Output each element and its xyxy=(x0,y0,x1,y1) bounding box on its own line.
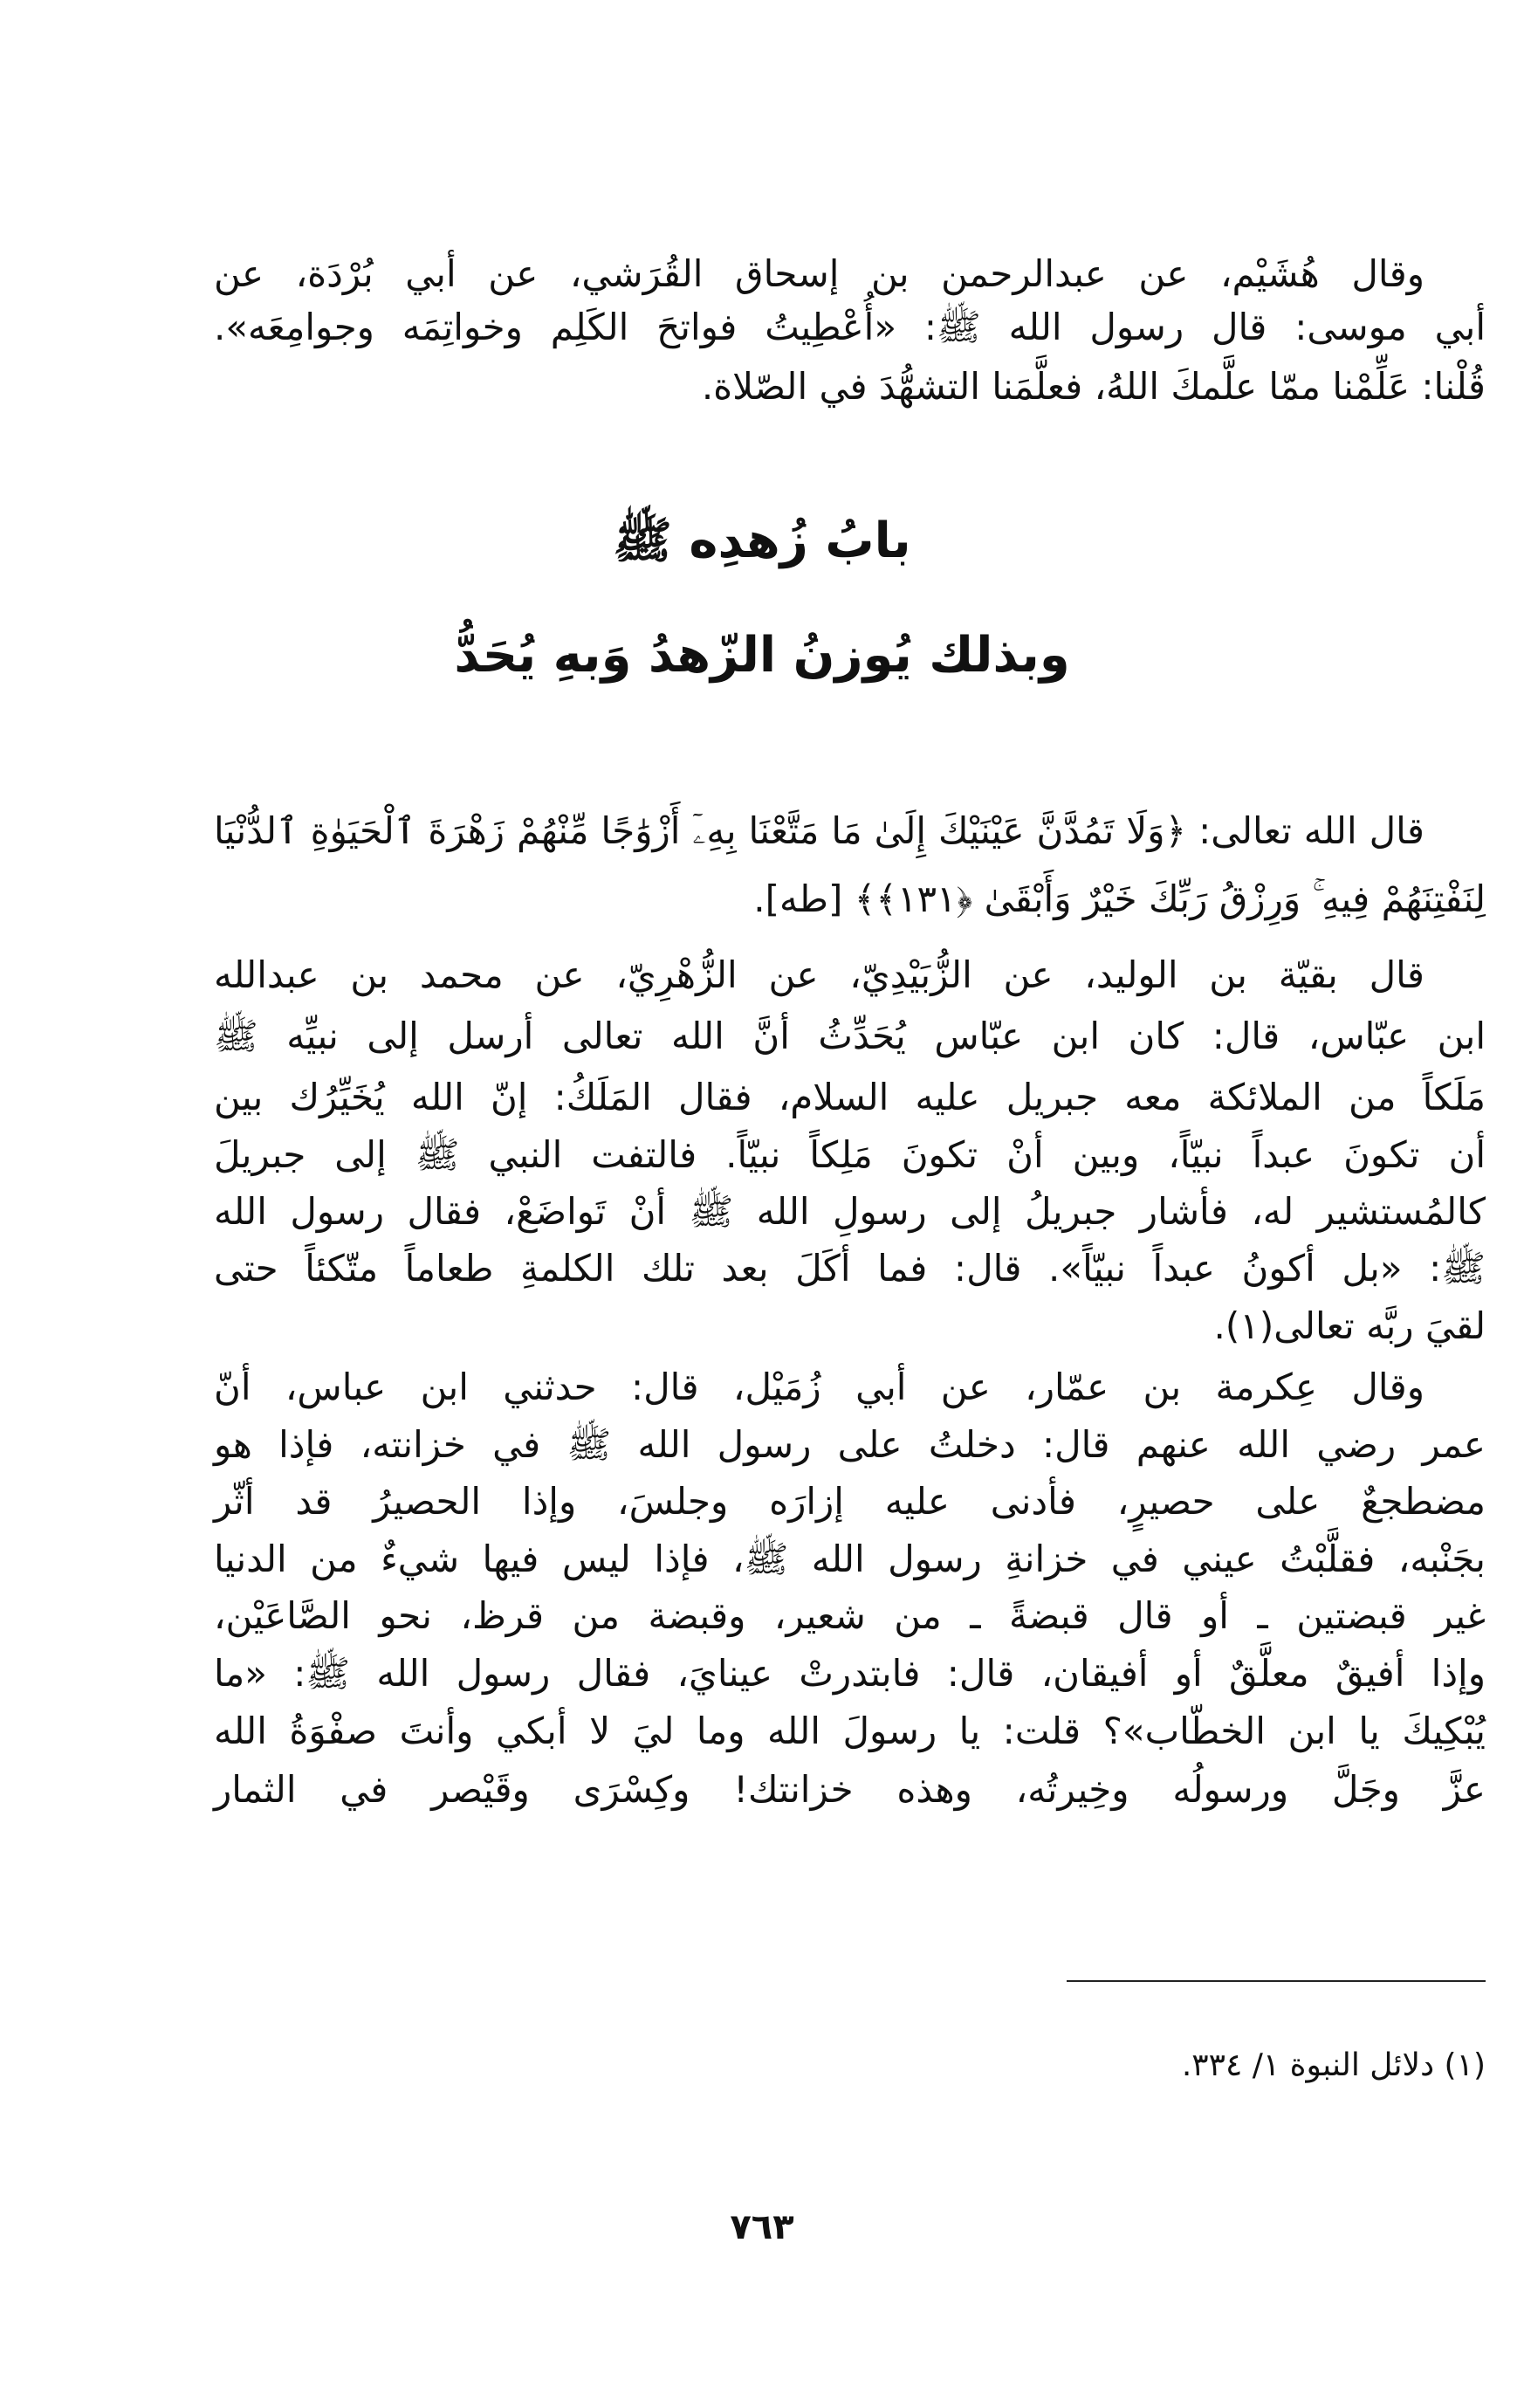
text-line: عمر رضي الله عنهم قال: دخلتُ على رسول الله ﷺ في خزانته، فإذا هو xyxy=(214,1423,1486,1466)
chapter-subtitle: وبذلك يُوزنُ الزّهدُ وَبهِ يُحَدُّ xyxy=(454,627,1070,684)
text-line: لِنَفْتِنَهُمْ فِيهِ ۚ وَرِزْقُ رَبِّكَ خَيْرٌ وَأَبْقَىٰ ﴿١٣١﴾﴾ [طه]. xyxy=(753,877,1486,920)
text-line: كالمُستشير له، فأشار جبريلُ إلى رسولِ الله ﷺ أنْ تَواضَعْ، فقال رسول الله xyxy=(214,1190,1486,1233)
text-line: أن تكونَ عبداً نبيّاً، وبين أنْ تكونَ مَلِكاً نبيّاً. فالتفت النبي ﷺ إلى جبريلَ xyxy=(214,1133,1486,1176)
text-line: وقال هُشَيْم، عن عبدالرحمن بن إسحاق القُرَشي، عن أبي بُرْدَة، عن xyxy=(214,252,1424,295)
text-line: يُبْكِيكَ يا ابن الخطّاب»؟ قلت: يا رسولَ الله وما ليَ لا أبكي وأنتَ صفْوَةُ الله xyxy=(214,1710,1486,1752)
text-line: ابن عبّاس، قال: كان ابن عبّاس يُحَدِّثُ أنَّ الله تعالى أرسل إلى نبيِّه ﷺ xyxy=(214,1015,1486,1057)
text-line: قُلْنا: عَلِّمْنا ممّا علَّمكَ اللهُ، فعلَّمَنا التشهُّدَ في الصّلاة. xyxy=(701,365,1486,408)
text-line: وإذا أفيقٌ معلَّقٌ أو أفيقان، قال: فابتدرتْ عينايَ، فقال رسول الله ﷺ: «ما xyxy=(214,1652,1486,1695)
footnote-divider xyxy=(1067,1980,1486,1982)
text-line: عزَّ وجَلَّ ورسولُه وخِيرتُه، وهذه خزانتك! وكِسْرَى وقَيْصر في الثمار xyxy=(214,1768,1486,1811)
text-line: غير قبضتين ـ أو قال قبضةً ـ من شعير، وقبضة من قرظ، نحو الصَّاعَيْن، xyxy=(214,1594,1486,1637)
text-line: ﷺ: «بل أكونُ عبداً نبيّاً». قال: فما أكَلَ بعد تلك الكلمةِ طعاماً متّكئاً حتى xyxy=(214,1247,1486,1290)
text-line: مَلَكاً من الملائكة معه جبريل عليه السلام، فقال المَلَكُ: إنّ الله يُخَيِّرُك بين xyxy=(214,1076,1486,1118)
text-line: قال بقيّة بن الوليد، عن الزُّبَيْدِيّ، عن الزُّهْرِيّ، عن محمد بن عبدالله xyxy=(214,953,1424,996)
chapter-title: بابُ زُهدِه ﷺ xyxy=(613,513,911,569)
text-line: مضطجعٌ على حصيرٍ، فأدنى عليه إزارَه وجلسَ، وإذا الحصيرُ قد أثّر xyxy=(214,1480,1486,1523)
text-line: وقال عِكرمة بن عمّار، عن أبي زُمَيْل، قال: حدثني ابن عباس، أنّ xyxy=(214,1366,1424,1408)
page-number: ٧٦٣ xyxy=(730,2207,794,2247)
text-line: بجَنْبه، فقلَّبْتُ عيني في خزانةِ رسول الله ﷺ، فإذا ليس فيها شيءٌ من الدنيا xyxy=(214,1538,1486,1580)
text-line: لقيَ ربَّه تعالى(١). xyxy=(1213,1304,1486,1347)
footnote: (١) دلائل النبوة ١/ ٣٣٤. xyxy=(1181,2047,1486,2083)
text-line: أبي موسى: قال رسول الله ﷺ: «أُعْطِيتُ فواتحَ الكَلِم وخواتِمَه وجوامِعَه». xyxy=(214,306,1486,348)
text-line: قال الله تعالى: ﴿وَلَا تَمُدَّنَّ عَيْنَيْكَ إِلَىٰ مَا مَتَّعْنَا بِهِۦٓ أَزْوَٰجًا مِّنْهُمْ زَهْرَةَ ٱلْحَيَوٰةِ ٱلدُّنْيَا xyxy=(214,809,1424,852)
